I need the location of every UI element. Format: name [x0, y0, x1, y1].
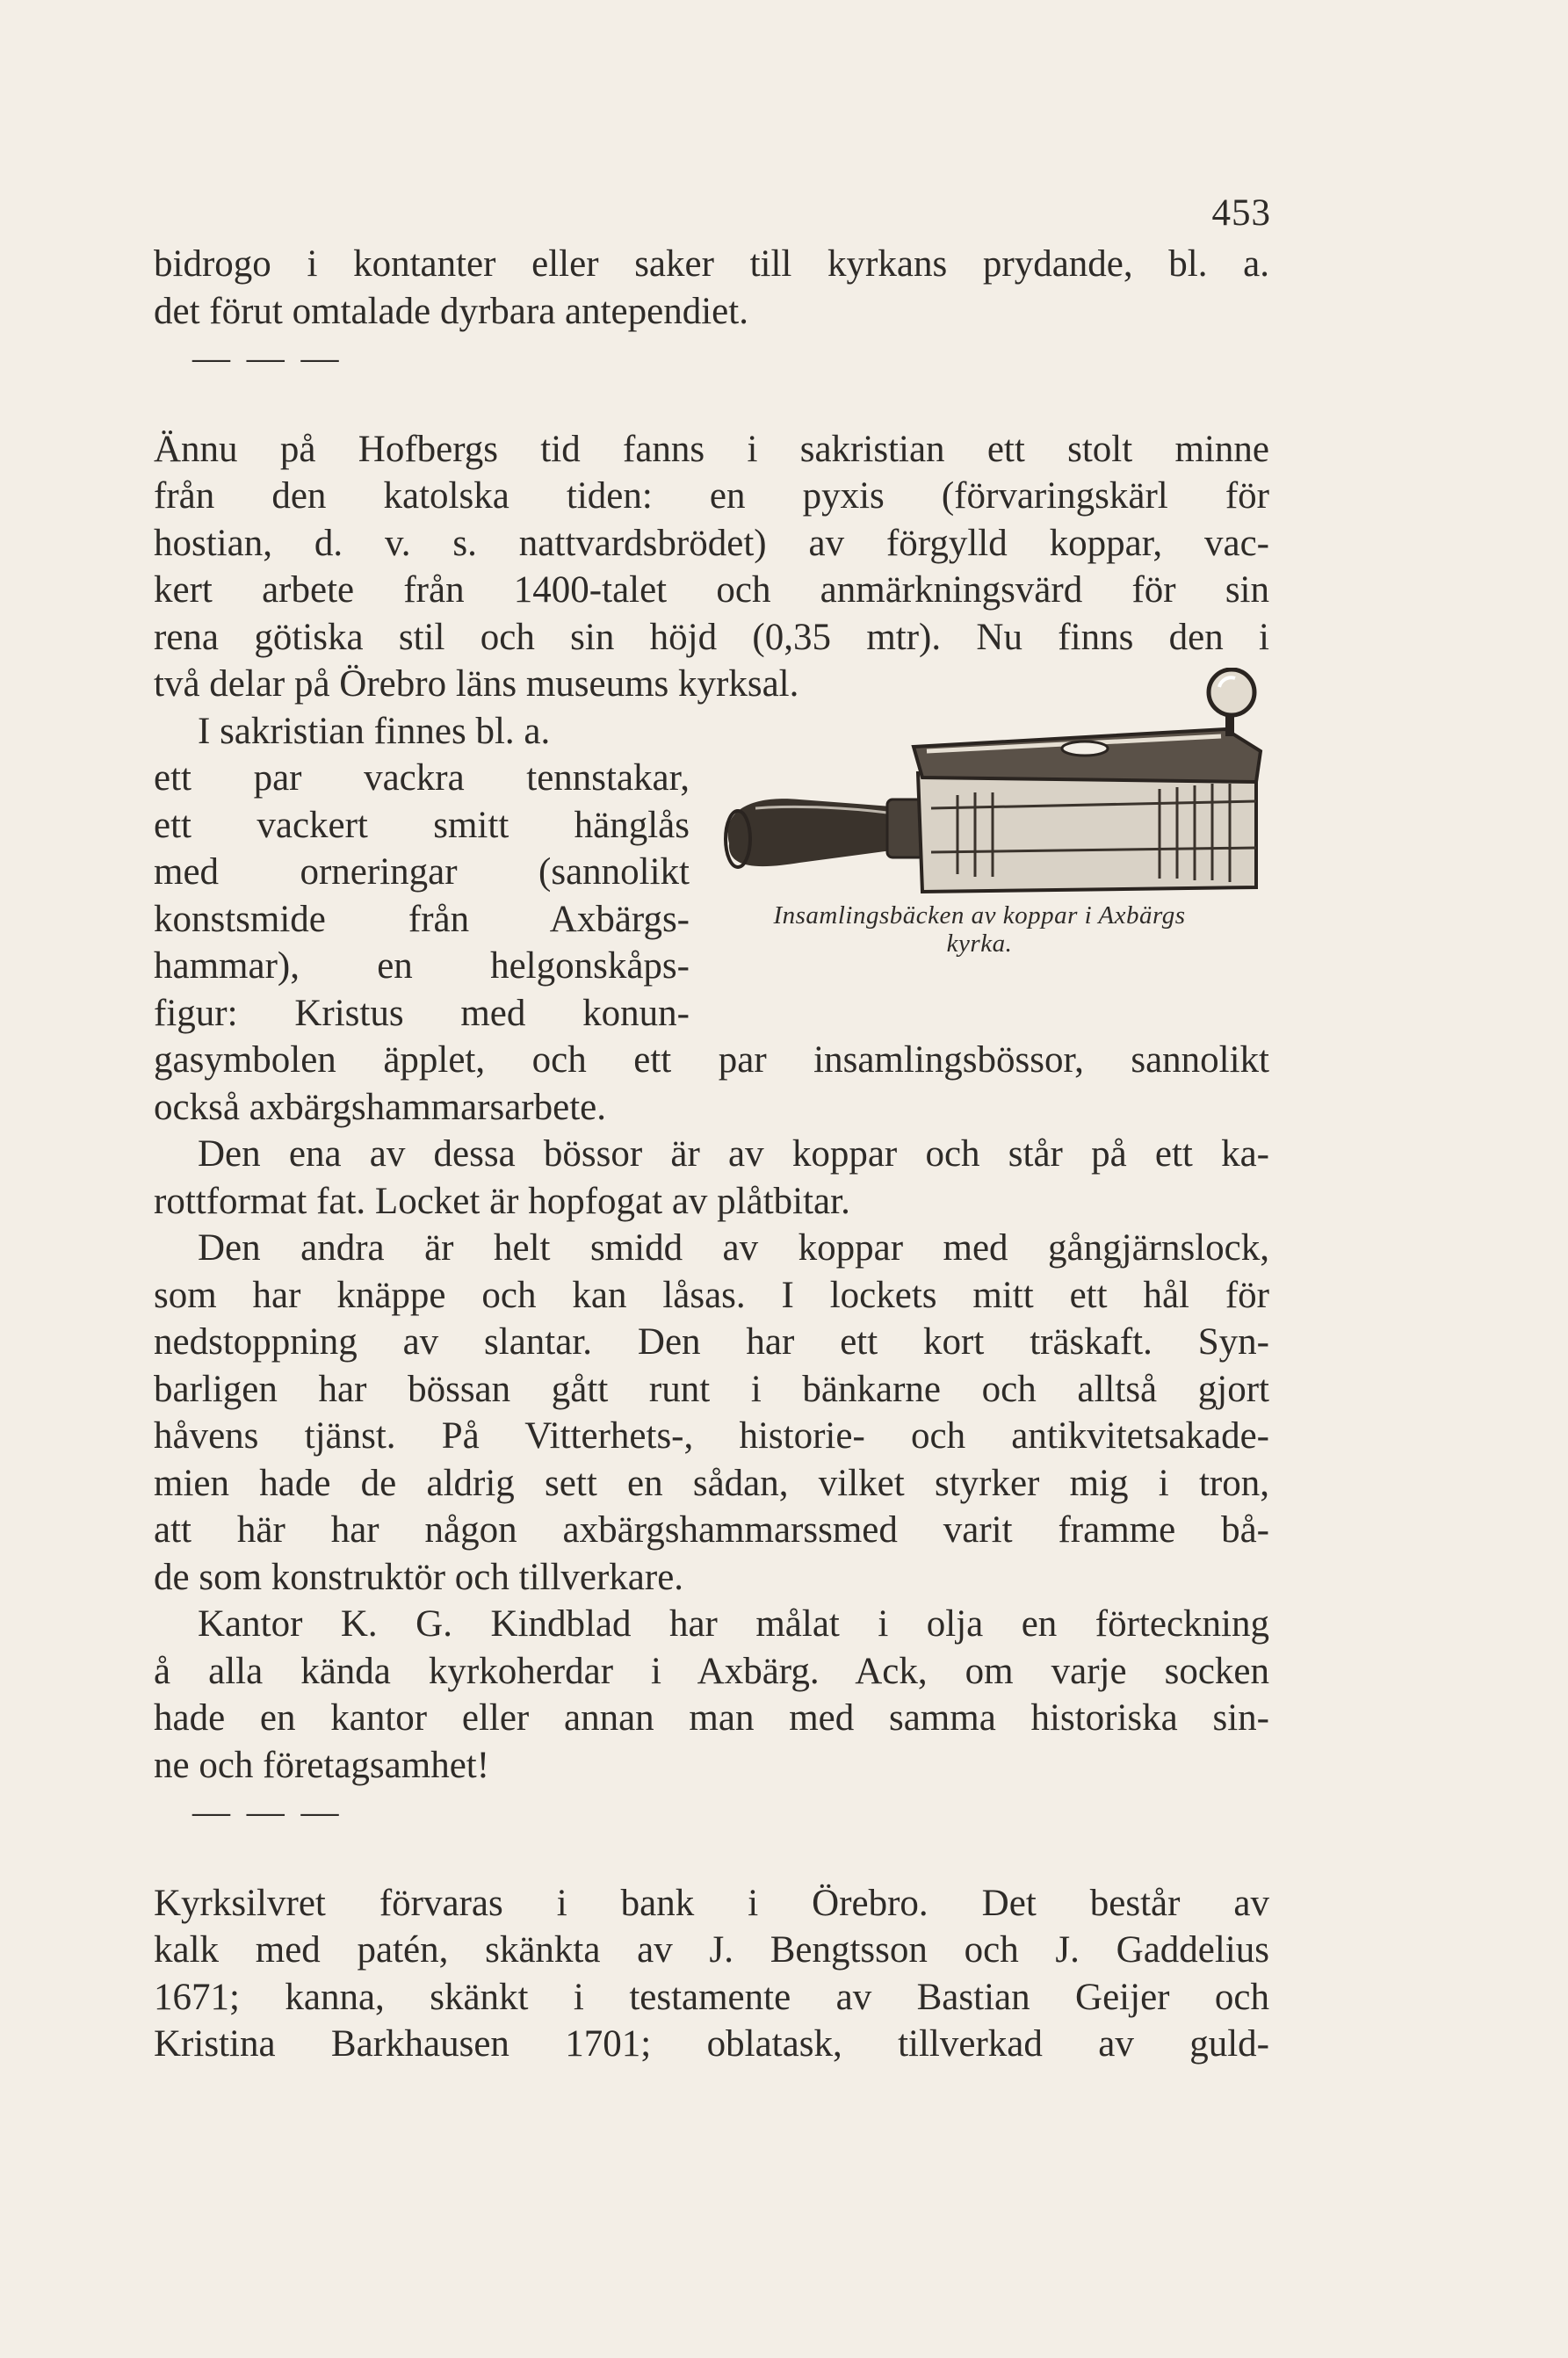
text-line: Kyrksilvret förvaras i bank i Örebro. Det består av — [154, 1882, 1269, 1924]
text-line: gasymbolen äpplet, och ett par insamlingsbössor, sannolikt — [154, 1039, 1269, 1081]
text-line: 1671; kanna, skänkt i testamente av Bastian Geijer och — [154, 1976, 1269, 2018]
text-line: figur: Kristus med konun- — [154, 992, 690, 1034]
text-line: som har knäppe och kan låsas. I lockets mitt ett hål för — [154, 1274, 1269, 1316]
text-line: de som konstruktör och tillverkare. — [154, 1556, 684, 1598]
caption-line: Insamlingsbäcken av koppar i Axbärgs — [773, 901, 1186, 929]
figure — [703, 668, 1274, 1002]
body-text — [154, 241, 1269, 2068]
figure-caption — [685, 901, 1274, 958]
caption-line: kyrka. — [946, 929, 1013, 958]
text-line: med orneringar (sannolikt — [154, 851, 690, 893]
text-line: hostian, d. v. s. nattvardsbrödet) av förgylld koppar, vac- — [154, 522, 1269, 564]
text-line: rottformat fat. Locket är hopfogat av plåtbitar. — [154, 1180, 850, 1222]
text-line: två delar på Örebro läns museums kyrksal. — [154, 663, 799, 705]
text-line: håvens tjänst. På Vitterhets-, historie- och antikvitetsakade- — [154, 1415, 1269, 1457]
text-line: Kristina Barkhausen 1701; oblatask, tillverkad av guld- — [154, 2023, 1269, 2065]
text-line: ett vackert smitt hänglås — [154, 804, 690, 846]
section-separator: — — — — [192, 1791, 343, 1833]
text-line: I sakristian finnes bl. a. — [198, 710, 551, 752]
text-line: barligen har bössan gått runt i bänkarne och alltså gjort — [154, 1368, 1269, 1410]
box-body — [918, 764, 1256, 892]
text-line: ne och företagsamhet! — [154, 1744, 490, 1786]
text-line: bidrogo i kontanter eller saker till kyrkans prydande, bl. a. — [154, 243, 1269, 285]
text-line: kalk med patén, skänkta av J. Bengtsson och J. Gaddelius — [154, 1929, 1269, 1971]
text-line: att här har någon axbärgshammarssmed varit framme bå- — [154, 1509, 1269, 1551]
text-line: också axbärgshammarsarbete. — [154, 1086, 606, 1128]
text-line: kert arbete från 1400-talet och anmärkningsvärd för sin — [154, 569, 1269, 611]
text-line: rena götiska stil och sin höjd (0,35 mtr). Nu finns den i — [154, 616, 1269, 658]
text-line: hade en kantor eller annan man med samma historiska sin- — [154, 1697, 1269, 1739]
text-line: det förut omtalade dyrbara antependiet. — [154, 290, 748, 332]
section-separator: — — — — [192, 337, 343, 379]
text-line: Kantor K. G. Kindblad har målat i olja en förteckning — [198, 1603, 1269, 1645]
text-line: å alla kända kyrkoherdar i Axbärg. Ack, om varje socken — [154, 1650, 1269, 1692]
text-line: Den andra är helt smidd av koppar med gångjärnslock, — [198, 1227, 1269, 1269]
coin-slot — [1062, 741, 1108, 756]
handle-shape — [727, 799, 906, 866]
text-line: konstsmide från Axbärgs- — [154, 898, 690, 940]
text-line: Den ena av dessa bössor är av koppar och står på ett ka- — [198, 1133, 1269, 1175]
text-line: mien hade de aldrig sett en sådan, vilket styrker mig i tron, — [154, 1462, 1269, 1504]
page-number: 453 — [1211, 192, 1271, 234]
text-line: från den katolska tiden: en pyxis (förvaringskärl för — [154, 475, 1269, 517]
text-line: ett par vackra tennstakar, — [154, 757, 690, 799]
collection-box-illustration — [703, 668, 1274, 907]
text-line: nedstoppning av slantar. Den har ett kort träskaft. Syn- — [154, 1321, 1269, 1363]
text-line: Ännu på Hofbergs tid fanns i sakristian ett stolt minne — [154, 428, 1269, 470]
text-line: hammar), en helgonskåps- — [154, 945, 690, 987]
